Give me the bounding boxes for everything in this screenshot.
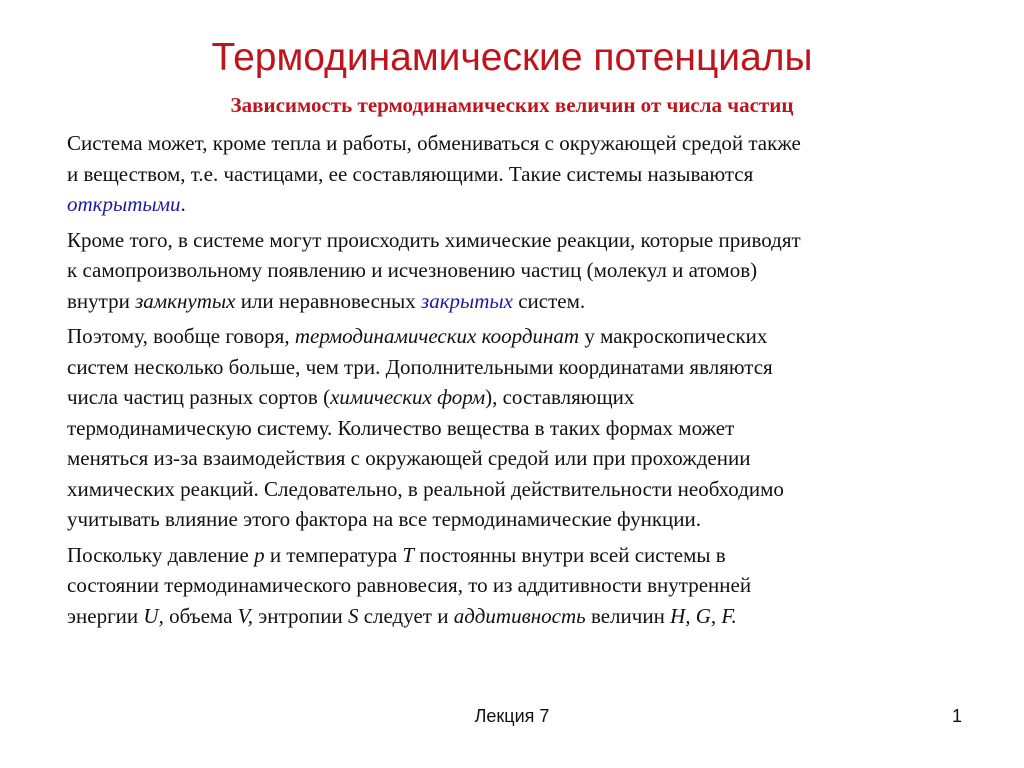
var-U: U,	[143, 603, 164, 628]
var-p: p	[254, 542, 265, 567]
paragraph-chemical-reactions	[67, 225, 972, 317]
p3-line7: учитывать влияние этого фактора на все термодинамические функции.	[67, 507, 701, 531]
p1-tail: .	[180, 192, 186, 216]
paragraph-coordinates	[67, 321, 972, 535]
p2-line3b: или неравновесных	[235, 288, 421, 313]
p3-line2: систем несколько больше, чем три. Дополнительными координатами являются	[67, 354, 773, 379]
p3-line4: термодинамическую систему. Количество вещества в таких формах может	[67, 415, 735, 440]
term-closed: закрытых	[421, 288, 513, 313]
slide-body	[67, 128, 972, 636]
p4-line2: состоянии термодинамического равновесия, то из аддитивности внутренней	[67, 573, 752, 597]
p3-line3a: числа частиц разных сортов (	[67, 385, 331, 409]
paragraph-open-systems	[67, 128, 972, 220]
paragraph-additivity	[67, 540, 972, 632]
p4-d: энергии	[67, 603, 144, 628]
p4-f: энтропии	[253, 603, 348, 628]
slide-title: Термодинамические потенциалы	[211, 36, 813, 79]
p4-a: Поскольку давление	[67, 542, 255, 567]
p2-line3a: внутри	[67, 288, 136, 313]
slide-subtitle: Зависимость термодинамических величин от числа частиц	[230, 93, 794, 117]
var-V: V,	[237, 603, 254, 628]
p3-line3b: ), составляющих	[485, 385, 635, 409]
p3-line1a: Поэтому, вообще говоря,	[67, 324, 295, 348]
p4-b: и температура	[264, 542, 403, 567]
var-T: T	[402, 542, 415, 567]
p1-line1: Система может, кроме тепла и работы, обмениваться с окружающей средой также	[67, 131, 801, 155]
p4-g: следует и	[358, 603, 454, 628]
var-S: S	[347, 603, 359, 628]
slide-number: 1	[951, 706, 962, 726]
p3-line5: меняться из-за взаимодействия с окружающей средой или при прохождении	[67, 446, 751, 470]
p4-e: объема	[163, 603, 238, 628]
p3-line6: химических реакций. Следовательно, в реальной действительности необходимо	[67, 476, 784, 501]
p4-c: постоянны внутри всей системы в	[414, 542, 726, 567]
term-chemical-forms: химических форм	[330, 385, 486, 409]
term-additivity: аддитивность	[453, 603, 586, 628]
p1-line2: и веществом, т.е. частицами, ее составляющими. Такие системы называются	[67, 161, 754, 186]
vars-HGF: H, G, F.	[670, 603, 737, 628]
p3-line1b: у макроскопических	[579, 324, 768, 348]
term-open: открытыми	[67, 192, 181, 216]
p2-line1: Кроме того, в системе могут происходить химические реакции, которые приводят	[67, 227, 801, 252]
term-isolated: замкнутых	[135, 288, 236, 313]
term-coordinates: термодинамических координат	[294, 324, 580, 348]
footer-lecture: Лекция 7	[474, 706, 550, 726]
p2-line3c: систем.	[512, 288, 586, 313]
p4-h: величин	[585, 603, 671, 628]
p2-line2: к самопроизвольному появлению и исчезновению частиц (молекул и атомов)	[67, 258, 758, 282]
